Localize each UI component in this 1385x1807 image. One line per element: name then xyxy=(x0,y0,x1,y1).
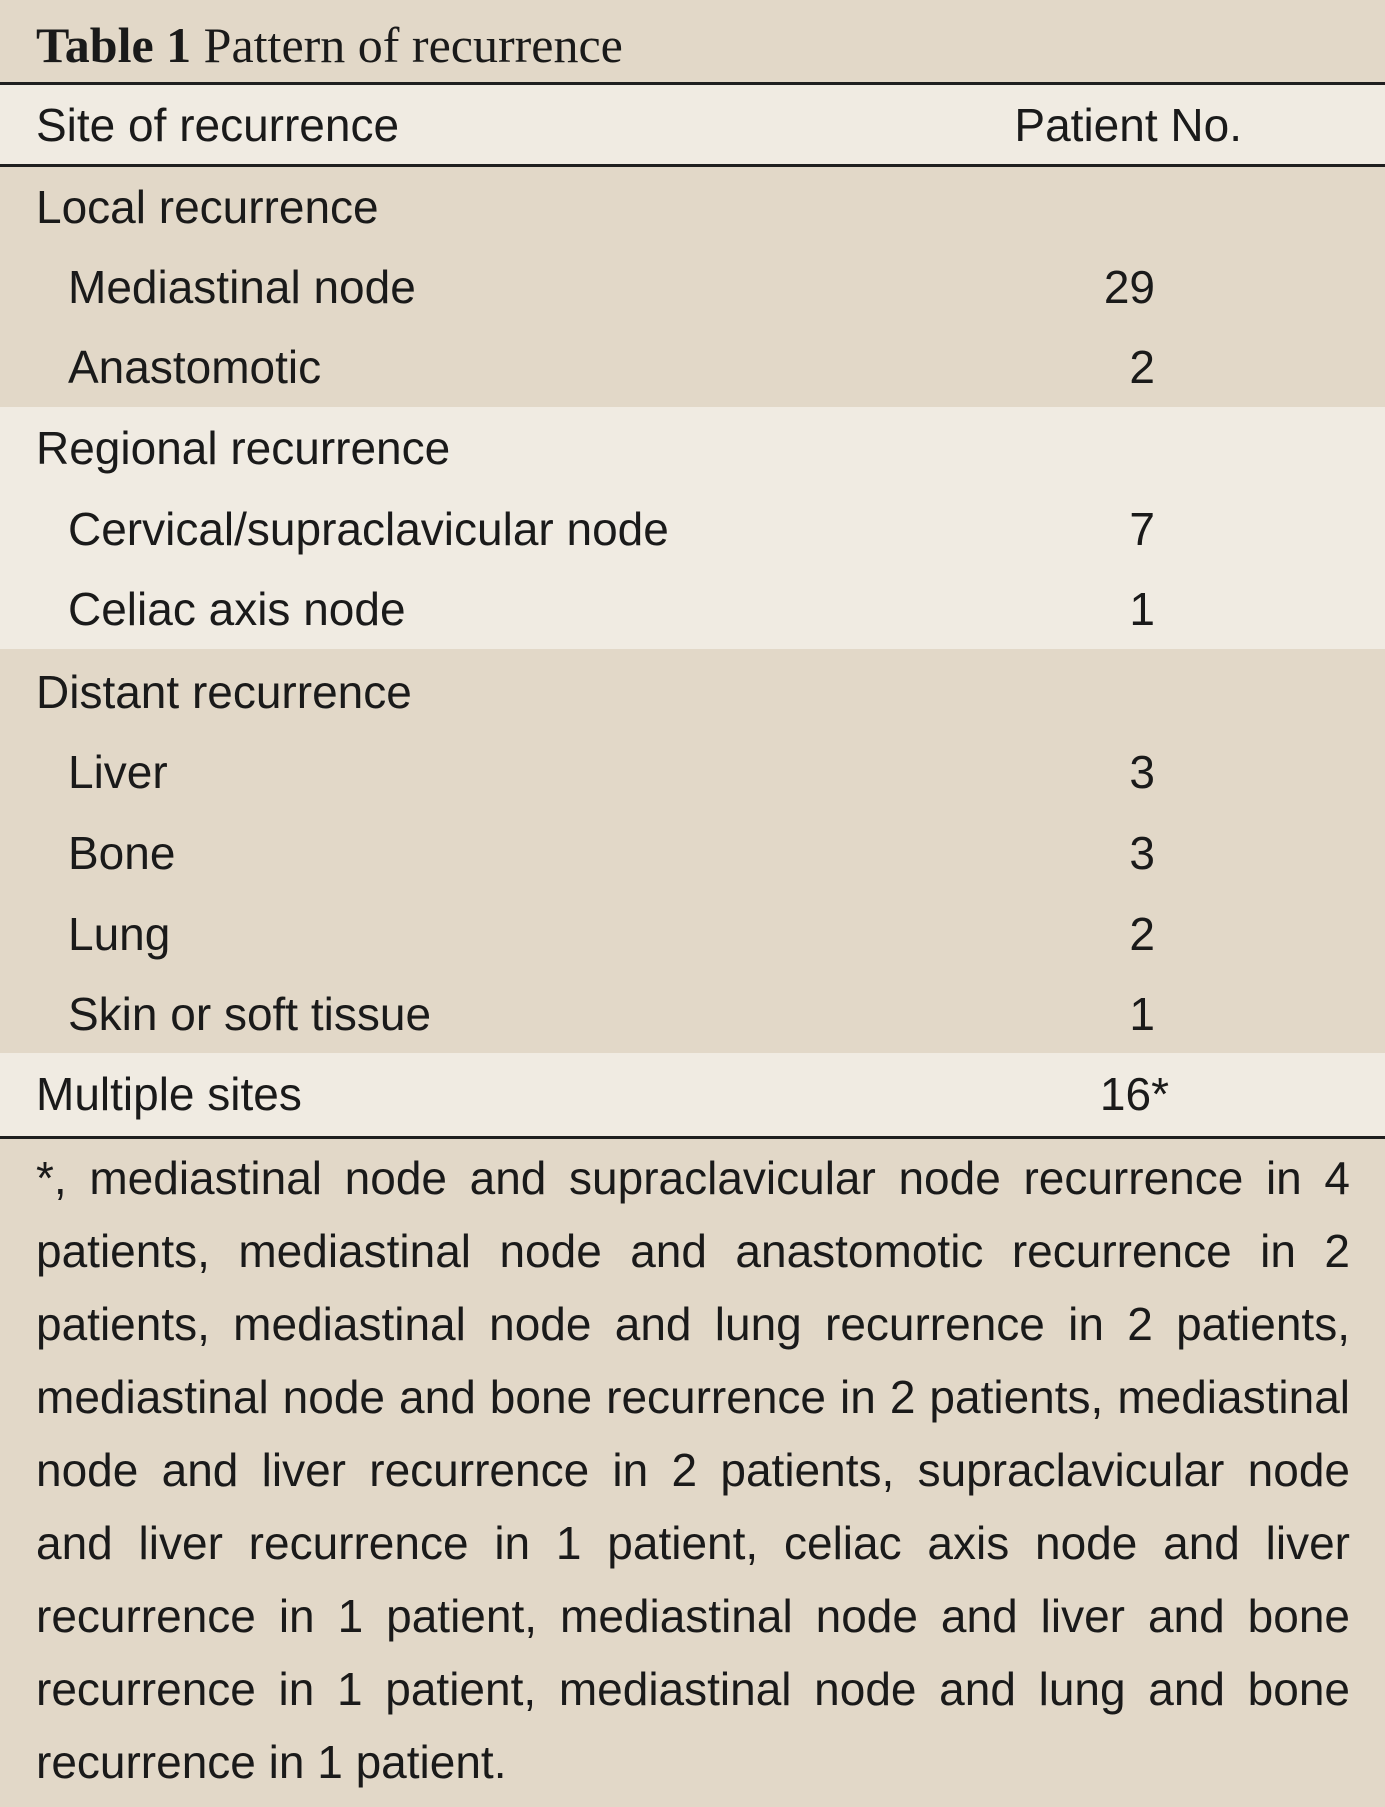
bottom-rule xyxy=(0,1136,1385,1139)
table-caption-label: Table 1 xyxy=(36,17,192,73)
group-title: Regional recurrence xyxy=(36,422,451,474)
table-caption xyxy=(36,14,623,76)
row-site: Lung xyxy=(68,908,171,960)
table-header-row xyxy=(0,85,1385,165)
group-regional xyxy=(0,407,1385,649)
group-title: Local recurrence xyxy=(36,181,379,233)
row-value: 2 xyxy=(1129,908,1155,960)
row-site: Liver xyxy=(68,746,168,798)
row-site: Anastomotic xyxy=(68,341,322,393)
row-value: 3 xyxy=(1129,746,1155,798)
row-site: Celiac axis node xyxy=(68,583,406,635)
header-site: Site of recurrence xyxy=(36,99,400,151)
row-value: 3 xyxy=(1129,827,1155,879)
group-title: Distant recurrence xyxy=(36,666,412,718)
row-site: Cervical/supraclavicular node xyxy=(68,503,669,555)
row-site: Bone xyxy=(68,827,176,879)
row-multiple-sites xyxy=(0,1053,1385,1136)
group-distant xyxy=(0,649,1385,1053)
row-value: 1 xyxy=(1129,583,1155,635)
row-site: Mediastinal node xyxy=(68,261,416,313)
row-value: 7 xyxy=(1129,503,1155,555)
row-value: 16* xyxy=(1099,1068,1169,1120)
row-value: 1 xyxy=(1129,988,1155,1040)
row-value: 29 xyxy=(1103,261,1155,313)
row-site: Skin or soft tissue xyxy=(68,988,432,1040)
table-footnote: *, mediastinal node and supraclavicular node recurrence in 4 patients, mediastinal node and anastomotic recurrence in 2 patients, mediastinal node and lung recurrence in 2 patients, mediastinal node and bone recurrence in 2 patients, mediastinal node and liver recurrence in 2 patients, supraclavicular node and liver recurrence in 1 patient, celiac axis node and liver recurrence in 1 patient, mediastinal node and liver and bone recurrence in 1 patient, mediastinal node and lung and bone recurrence in 1 patient. xyxy=(36,1152,1350,1788)
header-patient-no: Patient No. xyxy=(1014,99,1242,151)
group-local xyxy=(0,167,1385,407)
row-value: 2 xyxy=(1129,341,1155,393)
table-caption-title: Pattern of recurrence xyxy=(203,17,623,73)
row-site: Multiple sites xyxy=(36,1068,302,1120)
